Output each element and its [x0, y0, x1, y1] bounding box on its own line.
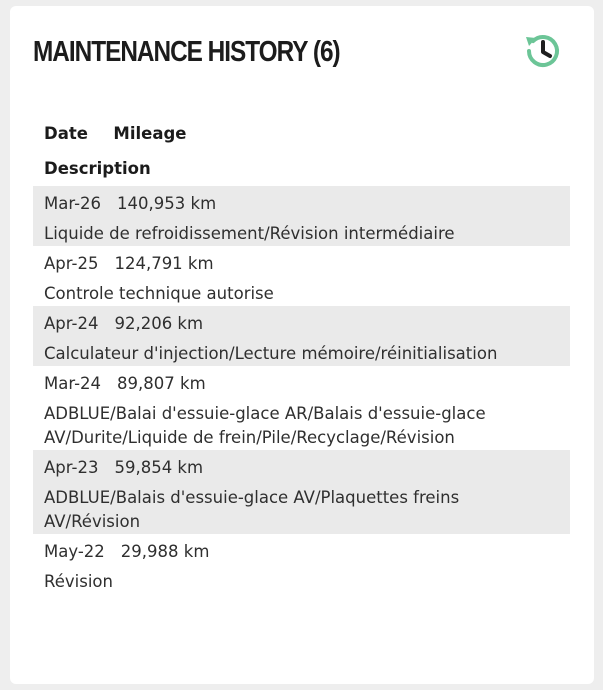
column-header-mileage: Mileage	[113, 124, 187, 143]
row-description: ADBLUE/Balais d'essuie-glace AV/Plaquettes freins AV/Révision	[33, 486, 570, 534]
row-mileage: 29,988 km	[120, 542, 210, 561]
table-header-row-description	[33, 151, 570, 186]
row-mileage: 92,206 km	[114, 314, 204, 333]
table-row-description	[33, 402, 570, 450]
card-header	[33, 28, 570, 78]
row-date: Apr-25	[44, 254, 99, 273]
table-row-description	[33, 570, 570, 594]
row-mileage: 89,807 km	[117, 374, 206, 393]
card-title: MAINTENANCE HISTORY (6)	[33, 36, 340, 68]
row-description: Calculateur d'injection/Lecture mémoire/réinitialisation	[33, 342, 570, 366]
row-date: Mar-24	[44, 374, 102, 393]
row-date: Mar-26	[44, 194, 102, 213]
maintenance-history-card	[10, 6, 594, 684]
row-mileage: 124,791 km	[114, 254, 214, 273]
row-date: May-22	[44, 542, 105, 561]
table-row-description	[33, 486, 570, 534]
row-description: Révision	[44, 572, 113, 591]
row-date: Apr-24	[44, 314, 99, 333]
column-header-description: Description	[44, 159, 151, 178]
table-header-row	[33, 116, 570, 151]
table-row	[33, 534, 570, 570]
table-row	[33, 246, 570, 282]
table-row	[33, 450, 570, 486]
table-row	[33, 306, 570, 342]
table-row	[33, 186, 570, 222]
table-row-description	[33, 342, 570, 366]
row-mileage: 140,953 km	[117, 194, 217, 213]
table-row-description	[33, 222, 570, 246]
row-description: Controle technique autorise	[44, 284, 274, 303]
row-description: Liquide de refroidissement/Révision intermédiaire	[33, 222, 570, 246]
history-icon[interactable]	[520, 28, 566, 74]
row-date: Apr-23	[44, 458, 99, 477]
row-description: ADBLUE/Balai d'essuie-glace AR/Balais d'essuie-glace AV/Durite/Liquide de frein/Pile/Recyclage/Révision	[44, 404, 486, 447]
table-row-description	[33, 282, 570, 306]
column-header-date: Date	[44, 124, 88, 143]
row-mileage: 59,854 km	[114, 458, 204, 477]
maintenance-history-table	[33, 116, 570, 594]
table-body	[33, 186, 570, 594]
table-row	[33, 366, 570, 402]
